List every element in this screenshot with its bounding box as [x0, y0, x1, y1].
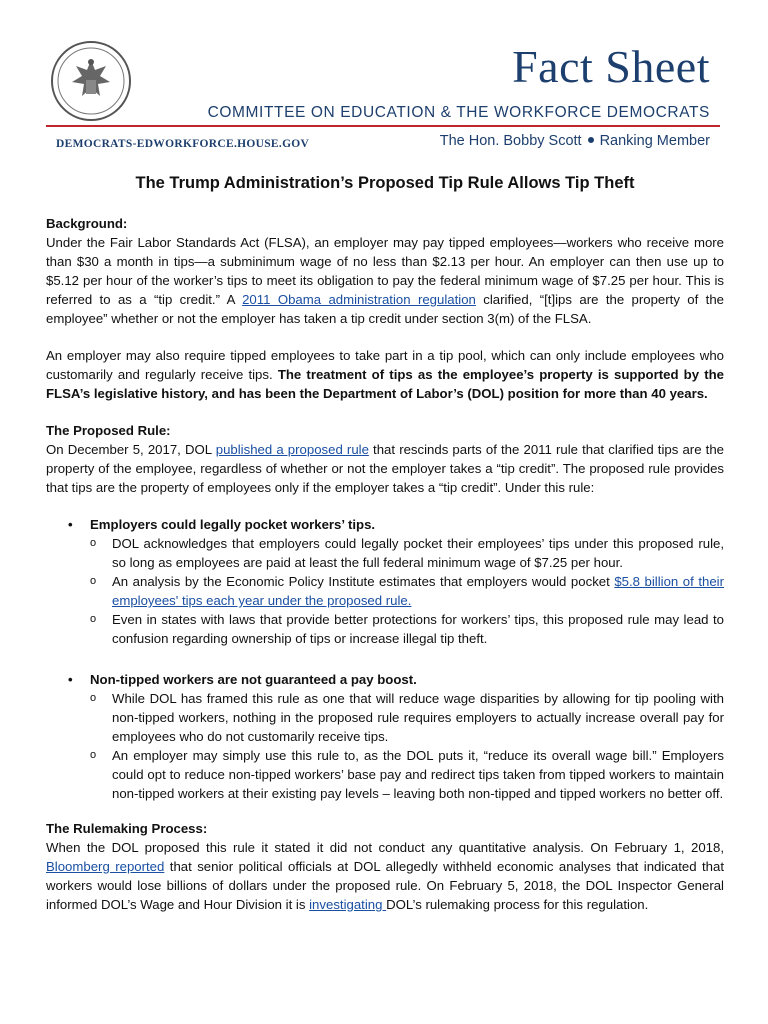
obama-regulation-link[interactable]: 2011 Obama administration regulation: [242, 292, 476, 307]
background-paragraph-1: Under the Fair Labor Standards Act (FLSA), an employer may pay tipped employees—workers who receive more than $30 a month in tips—a subminimum wage of no less than $2.13 per hour. An employer can then use up to $5.12 per hour of the worker’s tips to meet its obligation to pay the federal minimum wage of $7.25 per hour. This is referred to as a “tip credit.” A 2011 Obama administration regulation clarified, “[t]ips are the property of the employee” whether or not the employer has taken a tip credit under section 3(m) of the FLSA.: [46, 235, 725, 326]
letterhead: [0, 0, 768, 160]
bullet-dot-icon: [588, 137, 594, 143]
proposed-rule-paragraph: On December 5, 2017, DOL published a proposed rule that rescinds parts of the 2011 rule that clarified tips are the property of the employee, regardless of whether or not the employer takes a “tip credit”. The proposed rule provides that tips are the property of employees only if the employer takes a “tip credit”. Under this rule:: [46, 442, 724, 495]
fact-sheet-title: Fact Sheet: [512, 41, 710, 92]
background-paragraph-2: An employer may also require tipped employees to take part in a tip pool, which can only include employees who customarily and regularly receive tips. The treatment of tips as the employee’s property is supported by the FLSA’s legislative history, and has been the Department of Labor’s (DOL) position for more than 40 years.: [46, 348, 725, 401]
bloomberg-link[interactable]: Bloomberg reported: [46, 859, 165, 874]
sub-bullet: o Even in states with laws that provide better protections for workers’ tips, this proposed rule may lead to confusion regarding ownership of tips or increase illegal tip theft.: [90, 612, 724, 646]
circle-bullet-icon: o: [90, 692, 97, 704]
rulemaking-paragraph: When the DOL proposed this rule it stated it did not conduct any quantitative analysis. On February 1, 2018, Bloomberg reported that senior political officials at DOL allegedly withheld economic analyses that indicated that workers would lose billions of dollars under the proposed rule. On February 5, 2018, the DOL Inspector General informed DOL’s Wage and Hour Division it is investigating DOL’s rulemaking process for this regulation.: [46, 840, 725, 912]
circle-bullet-icon: o: [90, 749, 97, 761]
sub-bullet: o An analysis by the Economic Policy Institute estimates that employers would pocket $5.8 billion of their employees' tips each year under the proposed rule.: [90, 574, 724, 608]
header-divider: [46, 125, 720, 127]
sub-bullet: o An employer may simply use this rule to, as the DOL puts it, “reduce its overall wage bill.” Employers could opt to reduce non-tipped workers’ base pay and redirect tips taken from tipped workers to maintain non-tipped workers at their existing pay levels – leaving both non-tipped and tipped workers no better off.: [90, 748, 724, 801]
committee-name: COMMITTEE ON EDUCATION & THE WORKFORCE DEMOCRATS: [207, 104, 710, 121]
investigating-link[interactable]: investigating: [309, 897, 387, 912]
circle-bullet-icon: o: [90, 575, 97, 587]
circle-bullet-icon: o: [90, 537, 97, 549]
bullet-icon: •: [68, 517, 73, 532]
house-seal-icon: [50, 40, 132, 122]
sub-bullet: o DOL acknowledges that employers could legally pocket their employees’ tips under this proposed rule, so long as employees are paid at least the full federal minimum wage of $7.25 per hour.: [90, 536, 724, 570]
bullet-item: • Non-tipped workers are not guaranteed a pay boost.: [68, 672, 417, 687]
bullet-item: • Employers could legally pocket workers’ tips.: [68, 517, 376, 532]
epi-analysis-link[interactable]: $5.8 billion of their employees' tips each year under the proposed rule.: [112, 574, 724, 608]
document-body: [46, 172, 724, 914]
rulemaking-heading: The Rulemaking Process:: [46, 821, 208, 836]
document-title: The Trump Administration’s Proposed Tip Rule Allows Tip Theft: [135, 174, 635, 192]
member-role: Ranking Member: [599, 133, 710, 149]
circle-bullet-icon: o: [90, 613, 97, 625]
background-heading: Background:: [46, 216, 128, 231]
bullet-icon: •: [68, 672, 73, 687]
member-name: The Hon. Bobby Scott: [439, 133, 582, 149]
sub-bullet: o While DOL has framed this rule as one that will reduce wage disparities by allowing for tip pooling with non-tipped workers, nothing in the proposed rule requires employers to actually increase overall pay for employees who do not customarily receive tips.: [90, 691, 724, 744]
proposed-rule-link[interactable]: published a proposed rule: [215, 442, 369, 457]
website-link[interactable]: DEMOCRATS-EDWORKFORCE.HOUSE.GOV: [56, 138, 310, 150]
proposed-rule-heading: The Proposed Rule:: [46, 423, 171, 438]
ranking-member: [440, 133, 710, 149]
